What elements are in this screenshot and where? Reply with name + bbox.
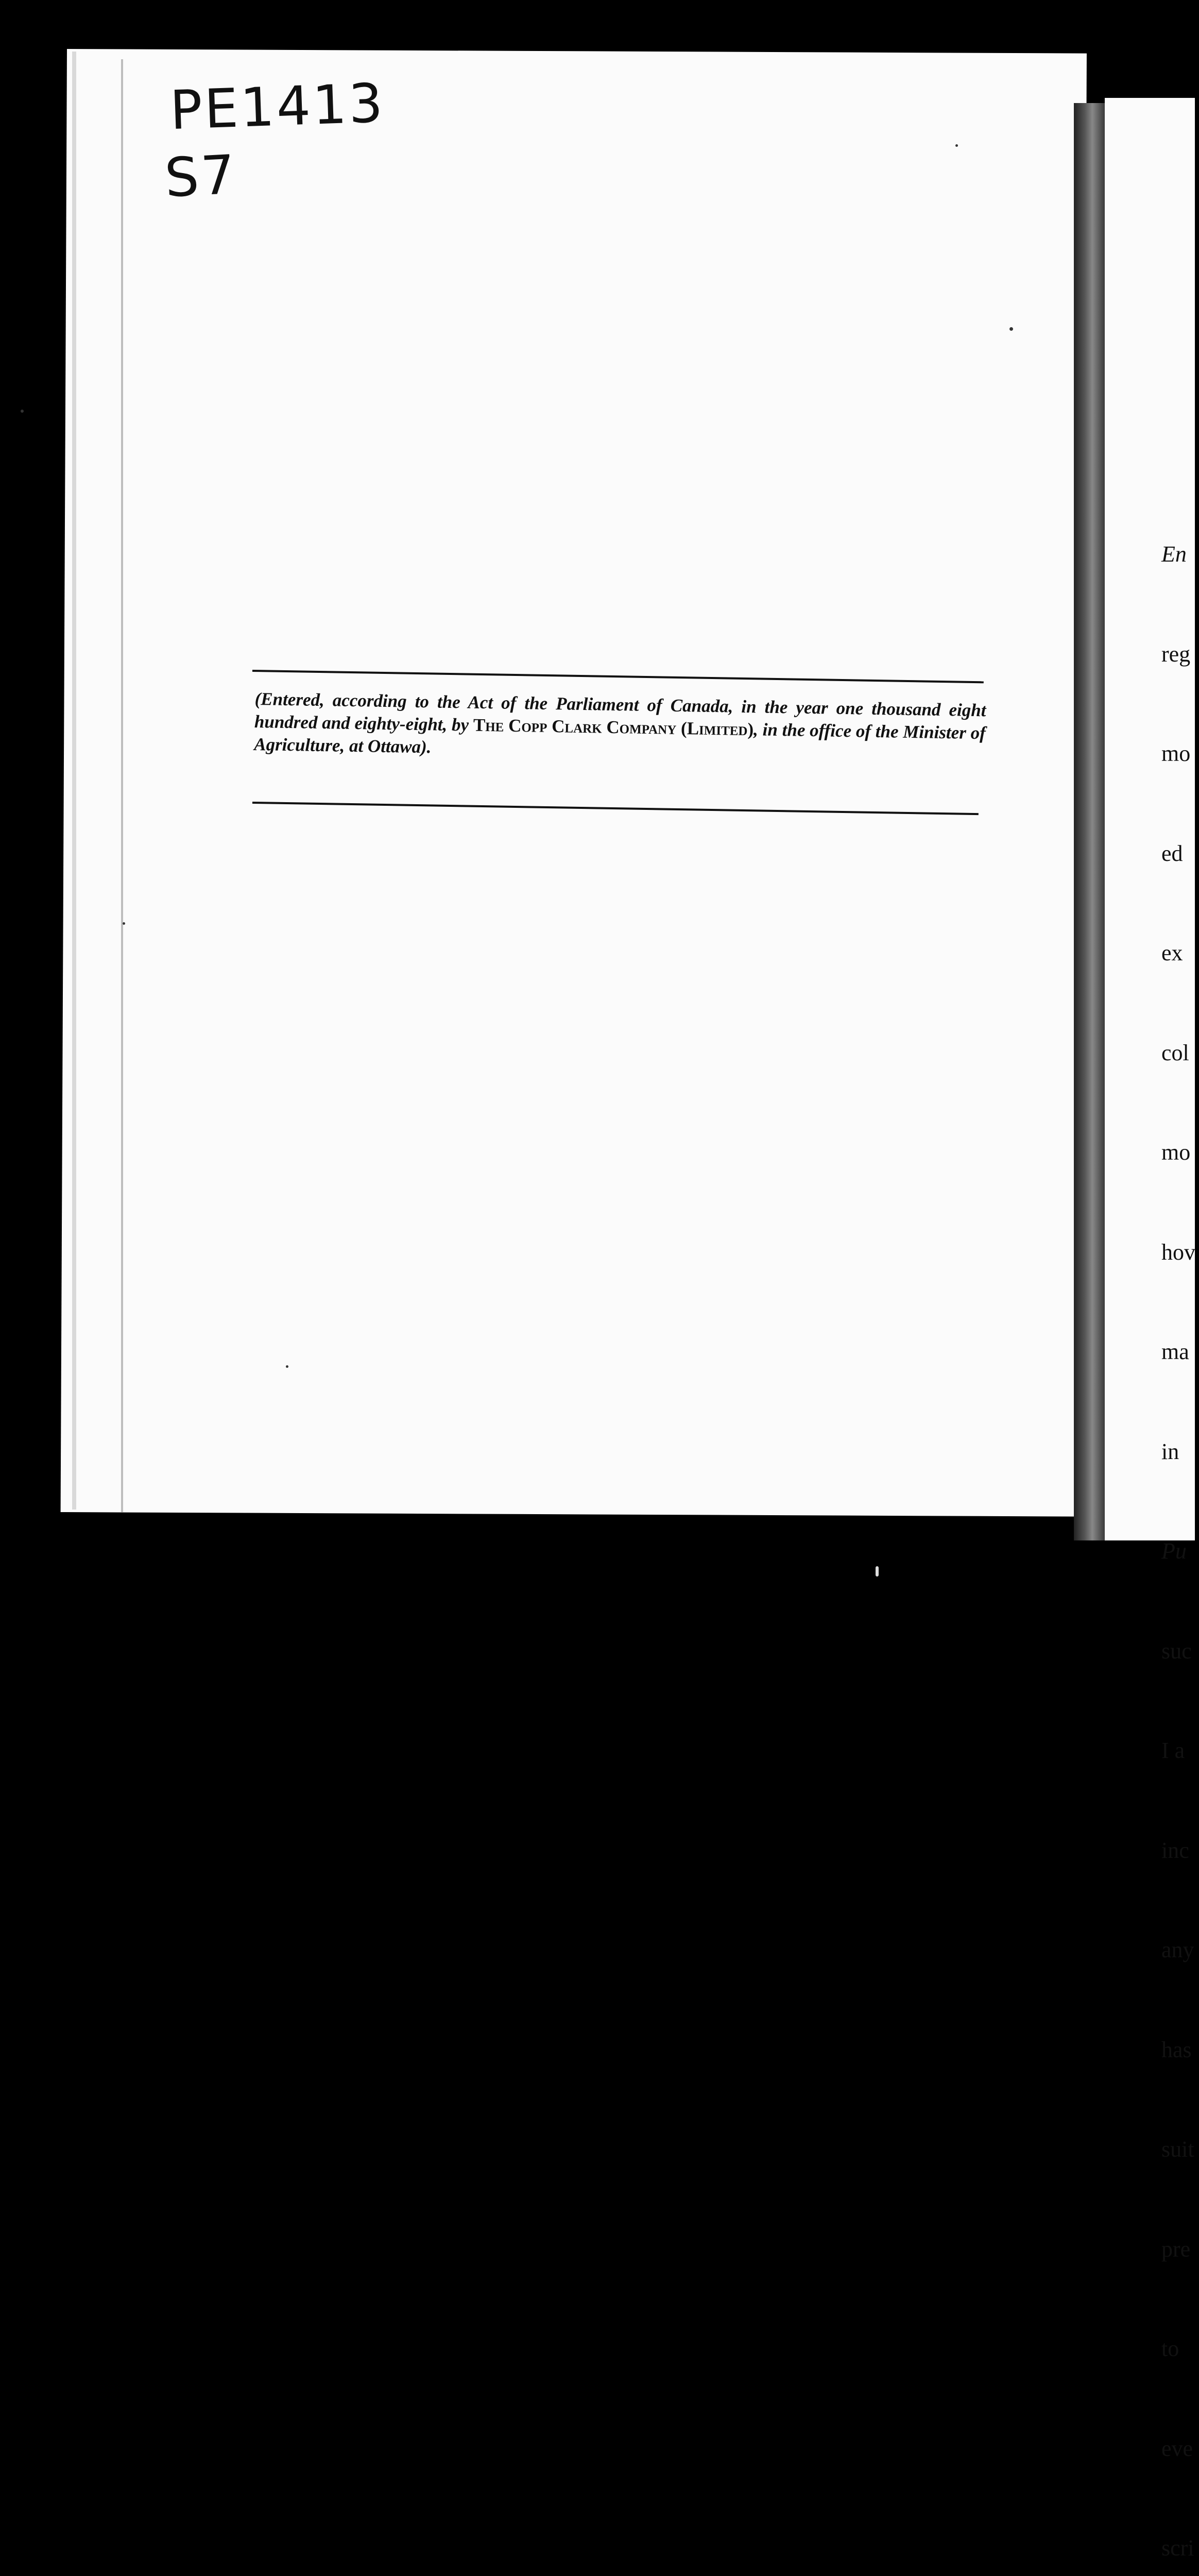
right-page-text (1161, 471, 1199, 2576)
page-fold-line (121, 59, 123, 1512)
text-line: ex (1161, 940, 1183, 965)
copyright-text-end: , in the office of the Minister of Agriculture, at Ottawa). (253, 719, 986, 757)
text-line: ma (1161, 1339, 1189, 1364)
text-line: reg (1161, 641, 1191, 667)
text-line: pre (1161, 2236, 1191, 2262)
handwritten-call-number-cutter: S7 (163, 143, 239, 210)
text-line: eve (1161, 2435, 1193, 2461)
text-line: any (1161, 1937, 1194, 1962)
dust-speck (955, 144, 958, 147)
copyright-text-start: (Entered, according to the Act of the Parliament of Canada, in the year one thousand eight hundred and eighty-eight, by (254, 688, 986, 735)
text-line: col (1161, 1040, 1189, 1065)
page-edge (72, 52, 76, 1510)
text-line: I a (1161, 1738, 1185, 1763)
book-gutter-shadow (1074, 103, 1105, 1540)
copyright-notice (254, 688, 986, 767)
dust-speck (123, 922, 125, 925)
text-line: suc (1161, 1638, 1192, 1664)
copyright-publisher: The Copp Clark Company (Limited) (473, 715, 754, 740)
text-line: hov (1161, 1239, 1195, 1265)
text-line: Pu (1161, 1538, 1187, 1564)
handwritten-call-number-class: PE1413 (168, 71, 386, 142)
text-line: mo (1161, 1140, 1191, 1165)
text-line: En (1161, 541, 1187, 567)
text-line: mo (1161, 741, 1191, 766)
text-line: suit (1161, 2137, 1194, 2162)
text-line: inc (1161, 1837, 1189, 1863)
dust-speck (1009, 327, 1013, 331)
text-line: scri (1161, 2535, 1194, 2561)
dust-speck (286, 1365, 288, 1368)
dust-speck (876, 1566, 879, 1577)
text-line: ed (1161, 840, 1183, 866)
text-line: to (1161, 2336, 1179, 2361)
left-page (61, 49, 1087, 1517)
text-line: has (1161, 2037, 1192, 2062)
text-line: in (1161, 1438, 1179, 1464)
dust-speck (21, 410, 24, 413)
